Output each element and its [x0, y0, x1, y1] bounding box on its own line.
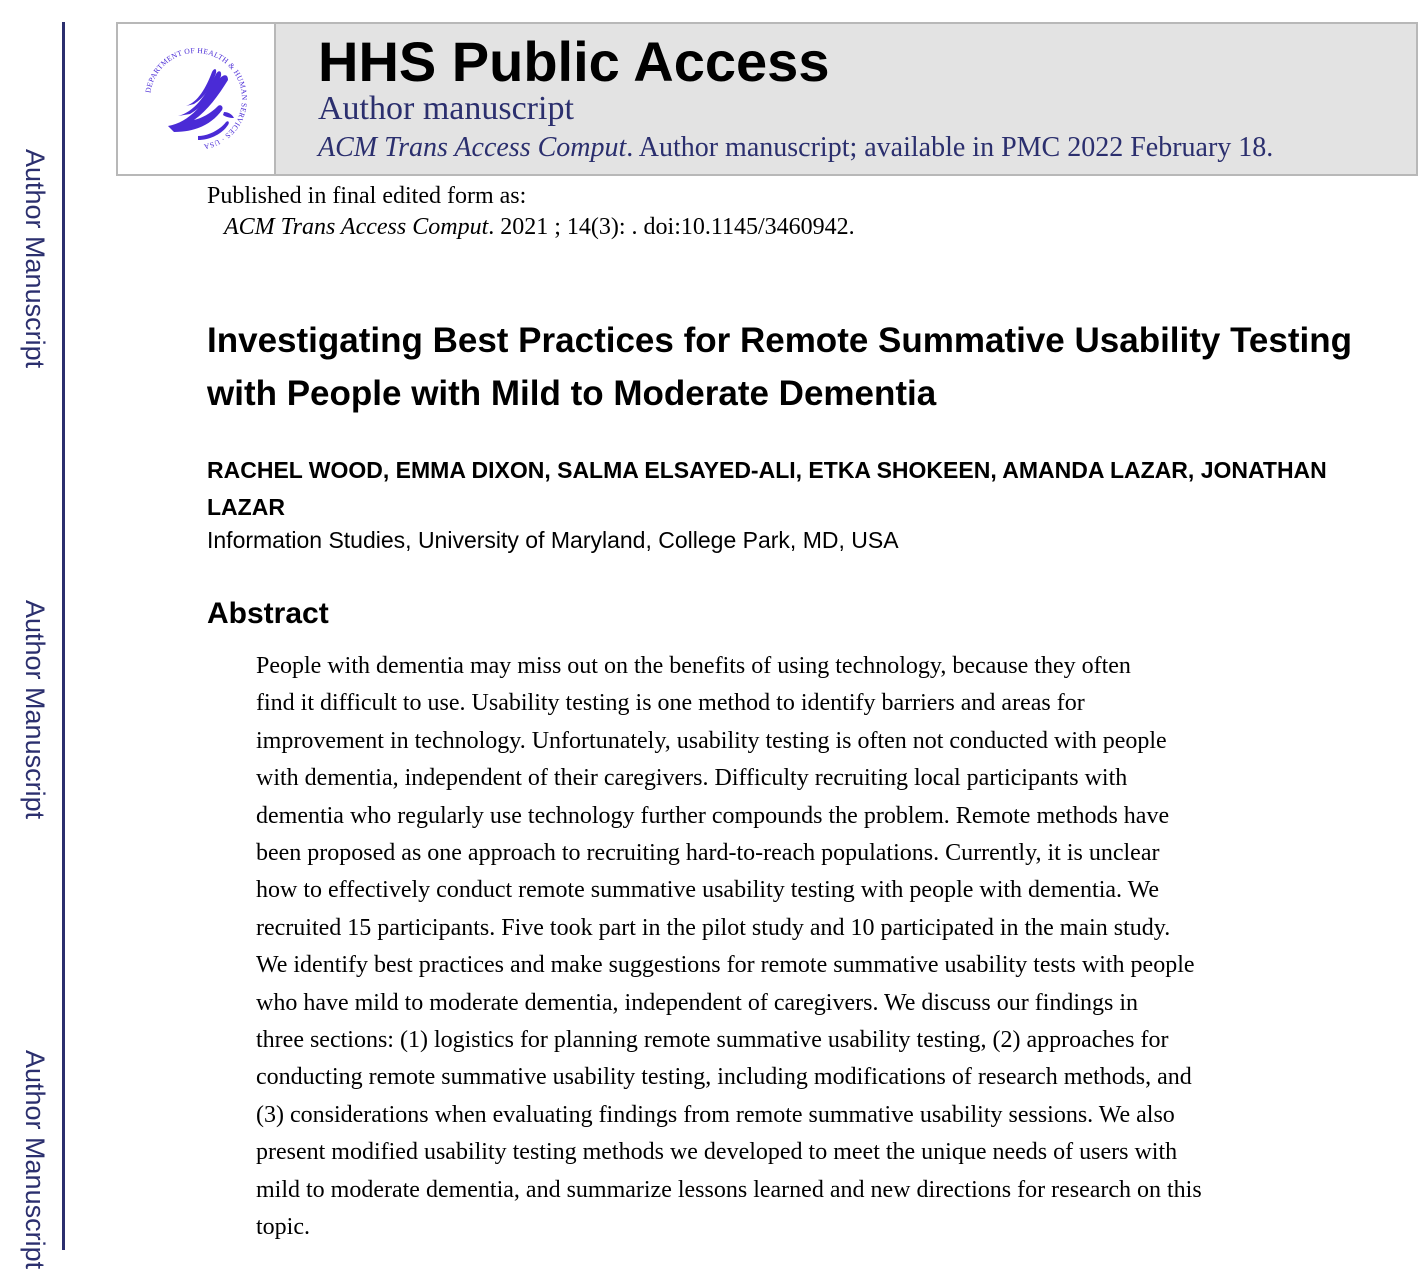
abstract-line: We identify best practices and make suggestions for remote summative usability tests with people: [256, 952, 1195, 979]
abstract-line: (3) considerations when evaluating findings from remote summative usability sessions. We also: [256, 1101, 1175, 1128]
affiliation: Information Studies, University of Maryland, College Park, MD, USA: [207, 527, 899, 553]
availability-text: . Author manuscript; available in PMC 2022 February 18.: [626, 132, 1274, 163]
abstract-line: been proposed as one approach to recruiting hard-to-reach populations. Currently, it is unclear: [256, 840, 1160, 867]
published-citation: [224, 214, 855, 241]
abstract-line: how to effectively conduct remote summative usability testing with people with dementia. We: [256, 877, 1159, 904]
logo-ring-text: DEPARTMENT OF HEALTH & HUMAN SERVICES · USA: [143, 45, 250, 152]
hhs-logo: [118, 24, 276, 174]
abstract-line: conducting remote summative usability testing, including modifications of research methods, and: [256, 1064, 1192, 1091]
hhs-header: [116, 22, 1418, 176]
abstract-line: recruited 15 participants. Five took part in the pilot study and 10 participated in the main study.: [256, 914, 1171, 941]
abstract-line: People with dementia may miss out on the benefits of using technology, because they often: [256, 653, 1131, 679]
hhs-eagle-logo-icon: [138, 40, 254, 158]
abstract-body: [256, 648, 1316, 1247]
author-list: RACHEL WOOD, EMMA DIXON, SALMA ELSAYED-ALI, ETKA SHOKEEN, AMANDA LAZAR, JONATHAN LAZAR: [207, 457, 1327, 520]
side-label-text: Author Manuscript: [20, 149, 50, 369]
abstract-line: with dementia, independent of their caregivers. Difficulty recruiting local participants with: [256, 765, 1128, 792]
abstract-line: mild to moderate dementia, and summarize lessons learned and new directions for research on this: [256, 1176, 1202, 1203]
published-label: Published in final edited form as:: [207, 183, 527, 209]
citation-details: . 2021 ; 14(3): . doi:10.1145/3460942.: [488, 214, 855, 240]
hhs-public-access-title: HHS Public Access: [318, 30, 830, 93]
abstract-line: who have mild to moderate dementia, independent of caregivers. We discuss our findings in: [256, 989, 1139, 1016]
citation-journal: ACM Trans Access Comput: [224, 214, 489, 240]
side-label-text: Author Manuscript: [20, 600, 50, 820]
side-rule: [62, 22, 65, 1250]
abstract-line: topic.: [256, 1214, 310, 1241]
availability-line: [318, 132, 1273, 164]
paper-title: Investigating Best Practices for Remote Summative Usability Testing with People with Mild to Moderate Dementia: [207, 321, 1352, 413]
abstract-heading: Abstract: [207, 597, 329, 630]
side-label-text: Author Manuscript: [20, 1050, 50, 1269]
author-manuscript-subtitle: Author manuscript: [318, 90, 574, 127]
abstract-line: dementia who regularly use technology further compounds the problem. Remote methods have: [256, 802, 1170, 829]
svg-text:DEPARTMENT OF HEALTH & HUMAN S: [143, 46, 249, 151]
abstract-line: present modified usability testing methods we developed to meet the unique needs of users with: [256, 1139, 1178, 1166]
journal-abbrev: ACM Trans Access Comput: [318, 132, 627, 163]
abstract-line: three sections: (1) logistics for planning remote summative usability testing, (2) approaches for: [256, 1027, 1169, 1054]
abstract-line: improvement in technology. Unfortunately, usability testing is often not conducted with people: [256, 727, 1167, 754]
abstract-line: find it difficult to use. Usability testing is one method to identify barriers and areas for: [256, 690, 1085, 717]
